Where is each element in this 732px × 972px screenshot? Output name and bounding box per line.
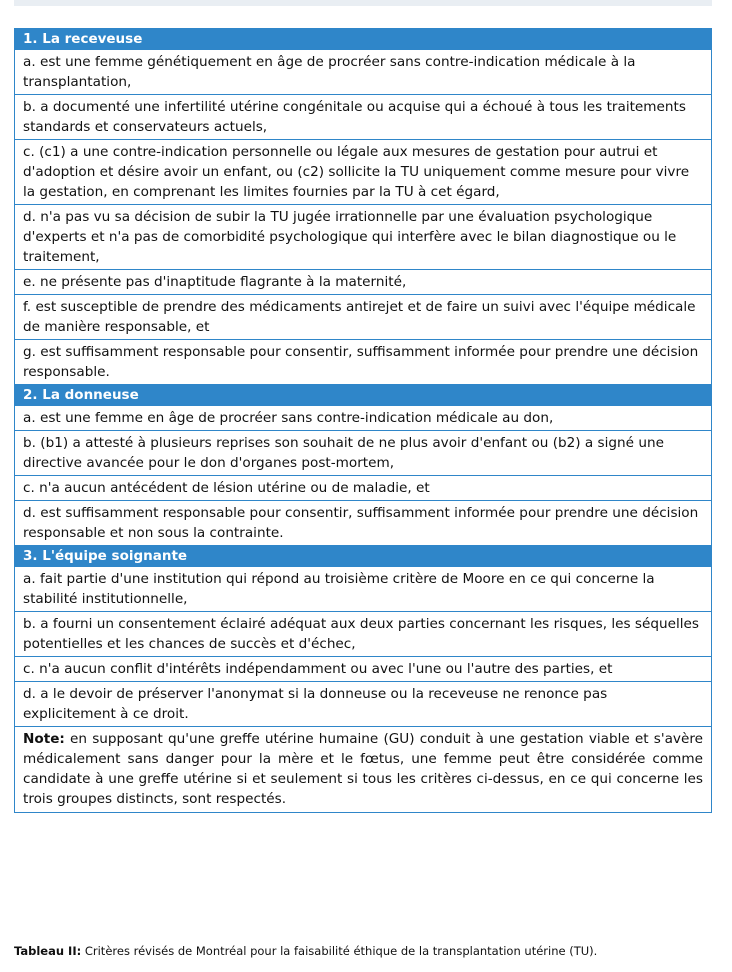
criterion-row: c. (c1) a une contre-indication personnelle ou légale aux mesures de gestation pour autrui et d'adoption et désire avoir un enfant, ou (c2) sollicite la TU uniquement comme mesure pour vivre la gestation, en comprenant les limites fournies par la TU à cet égard,	[15, 140, 711, 205]
criterion-row: d. est suffisamment responsable pour consentir, suffisamment informée pour prendre une décision responsable et non sous la contrainte.	[15, 501, 711, 546]
criterion-row: a. fait partie d'une institution qui répond au troisième critère de Moore en ce qui concerne la stabilité institutionnelle,	[15, 567, 711, 612]
top-crop-strip	[14, 0, 712, 6]
section-header-equipe-soignante: 3. L'équipe soignante	[15, 546, 711, 567]
criterion-row: b. a documenté une infertilité utérine congénitale ou acquise qui a échoué à tous les traitements standards et conservateurs actuels,	[15, 95, 711, 140]
caption-text: Critères révisés de Montréal pour la faisabilité éthique de la transplantation utérine (TU).	[81, 944, 598, 958]
section-header-donneuse: 2. La donneuse	[15, 385, 711, 406]
criterion-row: a. est une femme génétiquement en âge de procréer sans contre-indication médicale à la transplantation,	[15, 50, 711, 95]
criteria-table	[14, 28, 712, 813]
criterion-row: c. n'a aucun antécédent de lésion utérine ou de maladie, et	[15, 476, 711, 501]
criterion-row: g. est suffisamment responsable pour consentir, suffisamment informée pour prendre une décision responsable.	[15, 340, 711, 385]
criterion-row: b. a fourni un consentement éclairé adéquat aux deux parties concernant les risques, les séquelles potentielles et les chances de succès et d'échec,	[15, 612, 711, 657]
criterion-row: b. (b1) a attesté à plusieurs reprises son souhait de ne plus avoir d'enfant ou (b2) a signé une directive avancée pour le don d'organes post-mortem,	[15, 431, 711, 476]
criterion-row: d. a le devoir de préserver l'anonymat si la donneuse ou la receveuse ne renonce pas explicitement à ce droit.	[15, 682, 711, 727]
criterion-row: f. est susceptible de prendre des médicaments antirejet et de faire un suivi avec l'équipe médicale de manière responsable, et	[15, 295, 711, 340]
criterion-row: c. n'a aucun conflit d'intérêts indépendamment ou avec l'une ou l'autre des parties, et	[15, 657, 711, 682]
criterion-row: e. ne présente pas d'inaptitude flagrante à la maternité,	[15, 270, 711, 295]
table-note	[15, 727, 711, 812]
note-label: Note:	[23, 731, 65, 747]
caption-label: Tableau II:	[14, 944, 82, 958]
section-header-receveuse: 1. La receveuse	[15, 29, 711, 50]
criterion-row: d. n'a pas vu sa décision de subir la TU jugée irrationnelle par une évaluation psychologique d'experts et n'a pas de comorbidité psychologique qui interfère avec le bilan diagnostique ou le traitement,	[15, 205, 711, 270]
table-caption	[14, 944, 597, 958]
criterion-row: a. est une femme en âge de procréer sans contre-indication médicale au don,	[15, 406, 711, 431]
note-text: en supposant qu'une greffe utérine humaine (GU) conduit à une gestation viable et s'avère médicalement sans danger pour la mère et le fœtus, une femme peut être considérée comme candidate à une greffe utérine si et seulement si tous les critères ci-dessus, en ce qui concerne les trois groupes distincts, sont respectés.	[23, 731, 703, 807]
